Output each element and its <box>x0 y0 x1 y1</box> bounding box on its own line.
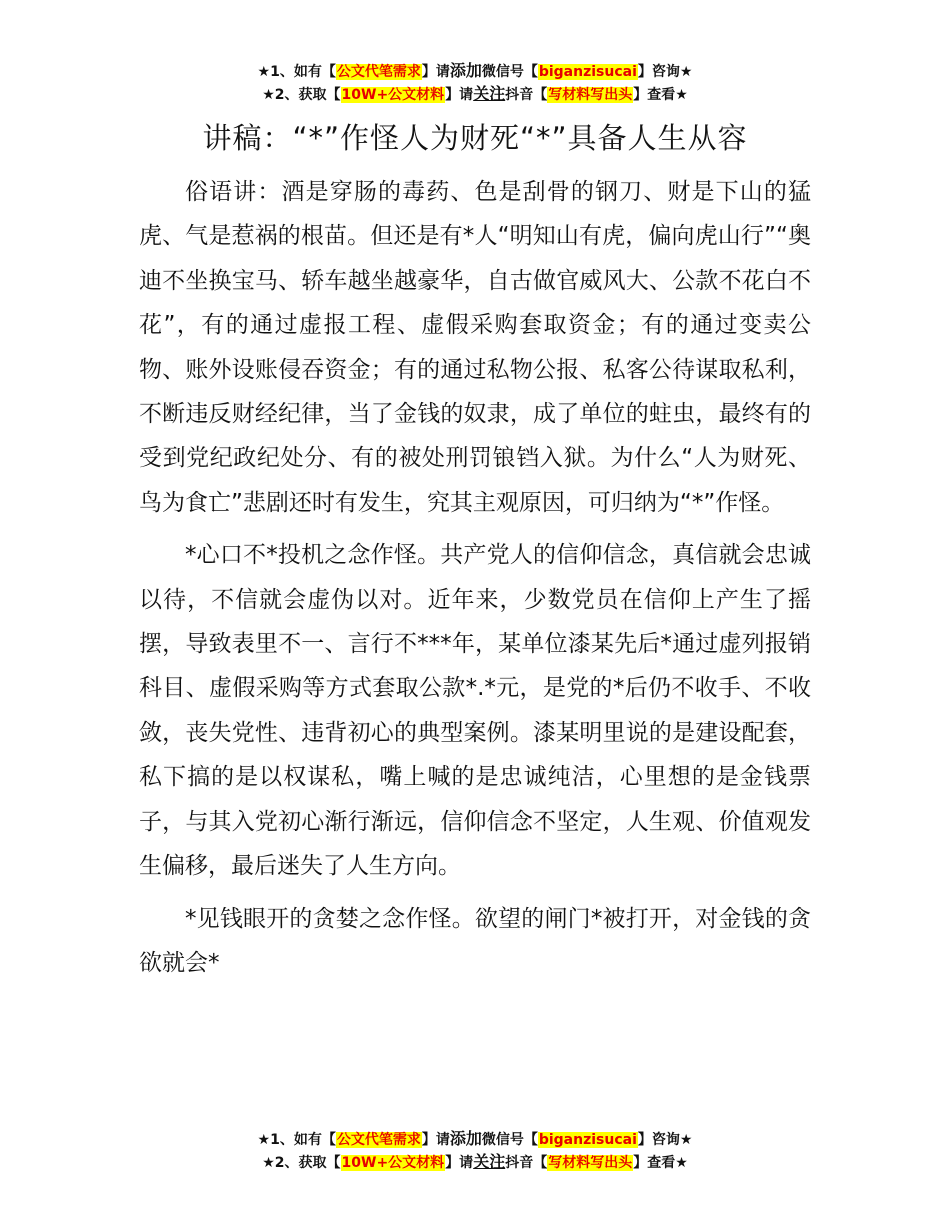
promo-banner-top <box>0 60 950 106</box>
highlight-service: 公文代笔需求 <box>336 64 421 80</box>
highlight-service: 公文代笔需求 <box>336 1132 421 1148</box>
promo-text: 微信号【 <box>481 64 538 80</box>
highlight-wechat-id: biganzisucai <box>538 1132 637 1148</box>
document-body <box>139 170 811 993</box>
paragraph-intro: 俗语讲：酒是穿肠的毒药、色是刮骨的钢刀、财是下山的猛虎、气是惹祸的根苗。但还是有*人“明知山有虎，偏向虎山行”“奥迪不坐换宝马、轿车越坐越豪华，自古做官威风大、公款不花白不花”，有的通过虚报工程、虚假采购套取资金；有的通过变卖公物、账外设账侵吞资金；有的通过私物公报、私客公待谋取私利，不断违反财经纪律，当了金钱的奴隶，成了单位的蛀虫，最终有的受到党纪政纪处分、有的被处刑罚锒铛入狱。为什么“人为财死、鸟为食亡”悲剧还时有发生，究其主观原因，可归纳为“*”作怪。 <box>139 179 811 516</box>
promo-text: 微信号【 <box>481 1132 538 1148</box>
promo-line-2 <box>0 83 950 106</box>
highlight-materials: 10W+公文材料 <box>341 1155 445 1171</box>
promo-text: 】请 <box>445 1155 474 1171</box>
promo-emphasis: 关注 <box>473 84 506 103</box>
promo-text: 抖音【 <box>505 87 548 103</box>
promo-text: ★1、如有【 <box>257 64 336 80</box>
promo-text: ★1、如有【 <box>257 1132 336 1148</box>
promo-line-2 <box>0 1151 950 1174</box>
promo-emphasis: 添加 <box>449 61 482 80</box>
paragraph-section-1: *心口不*投机之念作怪。共产党人的信仰信念，真信就会忠诚以待，不信就会虚伪以对。近年来，少数党员在信仰上产生了摇摆，导致表里不一、言行不***年，某单位漆某先后*通过虚列报销科目、虚假采购等方式套取公款*.*元，是党的*后仍不收手、不收敛，丧失党性、违背初心的典型案例。漆某明里说的是建设配套，私下搞的是以权谋私，嘴上喊的是忠诚纯洁，心里想的是金钱票子，与其入党初心渐行渐远，信仰信念不坚定，人生观、价值观发生偏移，最后迷失了人生方向。 <box>139 542 811 880</box>
paragraph-section-2: *见钱眼开的贪婪之念作怪。欲望的闸门*被打开，对金钱的贪欲就会* <box>139 905 811 976</box>
promo-text: 】请 <box>421 64 450 80</box>
promo-emphasis: 添加 <box>449 1129 482 1148</box>
promo-text: ★2、获取【 <box>262 1155 341 1171</box>
highlight-wechat-id: biganzisucai <box>538 64 637 80</box>
promo-text: 】咨询★ <box>637 1132 693 1148</box>
promo-text: 】查看★ <box>633 87 688 103</box>
promo-text: 】咨询★ <box>637 64 693 80</box>
highlight-douyin: 写材料写出头 <box>548 1155 633 1171</box>
promo-line-1 <box>0 1128 950 1151</box>
promo-text: 抖音【 <box>505 1155 548 1171</box>
document-title: 讲稿：“*”作怪人为财死“*”具备人生从容 <box>202 121 748 155</box>
promo-emphasis: 关注 <box>473 1152 506 1171</box>
highlight-douyin: 写材料写出头 <box>548 87 633 103</box>
promo-banner-bottom <box>0 1128 950 1174</box>
promo-text: 】请 <box>445 87 474 103</box>
promo-text: 】请 <box>421 1132 450 1148</box>
promo-line-1 <box>0 60 950 83</box>
highlight-materials: 10W+公文材料 <box>341 87 445 103</box>
promo-text: 】查看★ <box>633 1155 688 1171</box>
promo-text: ★2、获取【 <box>262 87 341 103</box>
